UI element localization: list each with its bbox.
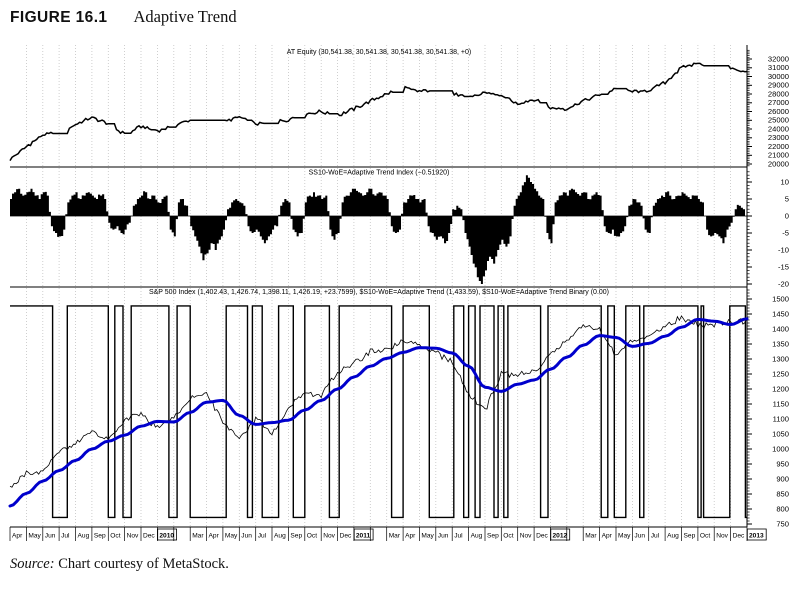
binary-signal-line	[10, 306, 747, 518]
source-label: Source:	[10, 556, 55, 572]
svg-text:Oct: Oct	[306, 532, 318, 540]
svg-text:10: 10	[780, 177, 789, 187]
figure-label: FIGURE 16.1	[10, 9, 108, 26]
svg-text:Apr: Apr	[405, 532, 416, 540]
svg-text:Dec: Dec	[339, 532, 352, 540]
svg-text:800: 800	[776, 504, 789, 514]
sp500-price-line	[10, 316, 747, 487]
svg-text:2012: 2012	[552, 532, 568, 540]
svg-text:Mar: Mar	[388, 532, 401, 540]
svg-text:Jun: Jun	[437, 532, 449, 540]
svg-text:Apr: Apr	[208, 532, 219, 540]
svg-text:Dec: Dec	[536, 532, 548, 540]
panel-borders	[10, 45, 747, 527]
svg-text:25000: 25000	[767, 115, 789, 125]
y-axis-equity	[747, 50, 789, 168]
svg-text:24000: 24000	[767, 124, 789, 134]
svg-text:Sep: Sep	[683, 532, 696, 540]
source-line	[10, 556, 229, 573]
svg-text:30000: 30000	[767, 71, 789, 81]
svg-text:-5: -5	[782, 228, 789, 238]
oscillator-bars	[10, 175, 747, 284]
svg-text:Jun: Jun	[241, 532, 252, 540]
svg-text:1150: 1150	[772, 399, 789, 409]
svg-text:Nov: Nov	[126, 532, 139, 540]
svg-text:21000: 21000	[767, 150, 789, 160]
svg-text:850: 850	[776, 489, 789, 499]
svg-text:Oct: Oct	[699, 532, 711, 540]
svg-text:Aug: Aug	[470, 532, 483, 540]
svg-text:Apr: Apr	[12, 532, 23, 540]
svg-text:Oct: Oct	[110, 532, 121, 540]
svg-text:Jul: Jul	[257, 532, 267, 540]
svg-text:28000: 28000	[767, 89, 789, 99]
figure-title: Adaptive Trend	[133, 7, 237, 26]
svg-text:Aug: Aug	[77, 532, 90, 540]
svg-text:Jul: Jul	[454, 532, 463, 540]
svg-text:23000: 23000	[767, 133, 789, 143]
svg-text:Mar: Mar	[585, 532, 597, 540]
svg-text:1400: 1400	[772, 324, 789, 334]
svg-text:May: May	[618, 532, 631, 540]
svg-text:May: May	[224, 532, 238, 540]
svg-text:750: 750	[776, 519, 789, 529]
svg-text:5: 5	[784, 194, 789, 204]
svg-text:May: May	[28, 532, 41, 540]
svg-text:1500: 1500	[772, 294, 789, 304]
svg-text:-15: -15	[778, 262, 789, 272]
svg-text:0: 0	[784, 211, 789, 221]
svg-text:Nov: Nov	[323, 532, 335, 540]
svg-text:S&P 500 Index (1,402.43, 1,426: S&P 500 Index (1,402.43, 1,426.74, 1,398.11, 1,426.19, +23.7599), $S10-WoE=Adaptive Trend (1,433.59), $S10-WoE=Adaptive Trend Binary (0.00)	[148, 289, 610, 296]
svg-text:Jun: Jun	[634, 532, 646, 540]
svg-text:1250: 1250	[772, 369, 789, 379]
svg-text:AT Equity (30,541.38, 30,541.3: AT Equity (30,541.38, 30,541.38, 30,541.38, 30,541.38, +0)	[286, 49, 472, 56]
x-axis-labels	[10, 527, 766, 541]
svg-text:Mar: Mar	[192, 532, 204, 540]
chart-area	[0, 40, 800, 555]
svg-text:Dec: Dec	[143, 532, 155, 540]
svg-text:22000: 22000	[767, 141, 789, 151]
svg-text:-10: -10	[778, 245, 789, 255]
svg-text:Apr: Apr	[601, 532, 612, 540]
svg-text:-20: -20	[778, 279, 789, 289]
svg-text:Nov: Nov	[716, 532, 728, 540]
month-gridlines	[26, 45, 730, 527]
svg-text:1050: 1050	[772, 429, 789, 439]
svg-text:Aug: Aug	[667, 532, 679, 540]
source-text: Chart courtesy of MetaStock.	[54, 556, 229, 572]
svg-text:Sep: Sep	[93, 532, 106, 540]
svg-text:950: 950	[776, 459, 789, 469]
svg-text:29000: 29000	[767, 80, 789, 90]
svg-text:900: 900	[776, 474, 789, 484]
adaptive-trend-line	[10, 319, 747, 506]
svg-text:1100: 1100	[772, 414, 789, 424]
svg-text:1300: 1300	[772, 354, 789, 364]
svg-text:2013: 2013	[749, 532, 764, 540]
svg-text:1200: 1200	[772, 384, 789, 394]
svg-text:Jun: Jun	[44, 532, 56, 540]
svg-text:31000: 31000	[767, 63, 789, 73]
panel-titles	[149, 49, 609, 296]
svg-text:Nov: Nov	[519, 532, 532, 540]
svg-text:Oct: Oct	[503, 532, 514, 540]
svg-text:32000: 32000	[767, 54, 789, 64]
svg-text:2010: 2010	[159, 532, 175, 540]
svg-text:2011: 2011	[355, 532, 371, 540]
svg-text:Dec: Dec	[732, 532, 745, 540]
svg-text:20000: 20000	[767, 159, 789, 169]
adaptive-trend-chart	[0, 40, 800, 555]
svg-text:Aug: Aug	[274, 532, 286, 540]
svg-text:SS10-WoE=Adaptive Trend Index: SS10-WoE=Adaptive Trend Index (−0.51920)	[308, 169, 450, 177]
svg-text:Jul: Jul	[650, 532, 660, 540]
svg-text:26000: 26000	[767, 106, 789, 116]
equity-line	[10, 63, 747, 160]
svg-text:27000: 27000	[767, 98, 789, 108]
figure-header	[10, 7, 237, 27]
svg-text:May: May	[421, 532, 434, 540]
svg-text:Sep: Sep	[487, 532, 499, 540]
svg-text:Sep: Sep	[290, 532, 303, 540]
svg-text:1000: 1000	[772, 444, 789, 454]
y-axis-price	[747, 290, 789, 528]
y-axis-oscillator	[747, 172, 789, 289]
svg-text:1450: 1450	[772, 309, 789, 319]
svg-text:1350: 1350	[772, 339, 789, 349]
svg-text:Jul: Jul	[61, 532, 70, 540]
